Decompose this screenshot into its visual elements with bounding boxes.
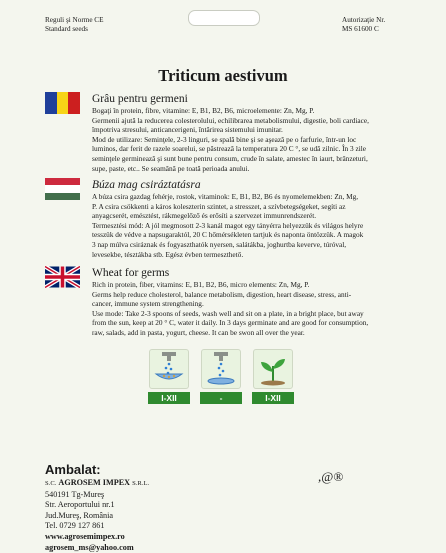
text-line: luminos, dar ferit de razele soarelui, se păstrează la temperatura 20 C °, se udă zilnic. În 3 zile (92, 144, 367, 154)
text-line: Germenii ajută la reducerea colesterolului, echilibrarea metabolismului, digestie, boli cardiace, (92, 115, 369, 125)
text-line: A búza csira gazdag fehérje, rostok, vitaminok: E, B1, B2, B6 és nyomelemekben: Zn, Mg, (92, 192, 359, 201)
usage-step-water (200, 349, 242, 404)
text-line: Germs help reduce cholesterol, balance metabolism, digestion, heart disease, stress, anti- (92, 289, 352, 299)
section-body-ro (92, 106, 400, 173)
company-suffix: S.R.L. (132, 480, 150, 487)
text-line: Mod de utilizare: Seminţele, 2-3 linguri, se spală bine şi se aşează pe o farfurie, într-un loc (92, 134, 357, 144)
address-line: Jud.Mureş, România (45, 510, 113, 520)
text-line: supe, paste, etc.. Se seamănă pe toată perioada anului. (92, 163, 250, 173)
section-body-hu (92, 192, 400, 259)
sprout-icon (253, 349, 293, 389)
address-line: Str. Aeroportului nr.1 (45, 500, 115, 510)
icon-label: - (200, 392, 242, 404)
section-body-en (92, 280, 400, 338)
usage-icons (148, 349, 294, 404)
text-line: cancer, immune system strengthening. (92, 299, 204, 309)
romania-flag (45, 92, 80, 114)
washing-seeds-icon (149, 349, 189, 389)
icon-label: I-XII (148, 392, 190, 404)
standards-line-2: Standard seeds (45, 25, 88, 33)
icon-label: I-XII (252, 392, 294, 404)
text-line: levesekbe, tésztákba stb. Egész évben termeszthető. (92, 249, 244, 259)
packer-heading: Ambalat: (45, 462, 101, 477)
text-line: P. A csira csökkenti a káros koleszterin szintet, a stresszet, a szívbetegségeket, segíti az (92, 201, 346, 211)
text-line: împotriva stresului, anticancerigeni, întărirea sistemului imunitar. (92, 125, 283, 135)
text-line: anyagcserét, emésztést, rákmegelőző és erősíti a szervezet immunrendszerét. (92, 211, 317, 221)
usage-step-sprout (252, 349, 294, 404)
text-line: raw, salads, add in pasta, yogurt, cheese. It can be swon all over the year. (92, 327, 305, 337)
section-heading-en: Wheat for germs (92, 267, 170, 279)
standards-line-1: Reguli şi Norme CE (45, 16, 104, 24)
company-prefix: S.C. (45, 480, 57, 487)
email-link[interactable]: agrosem_ms@yahoo.com (45, 542, 134, 552)
company-title: AGROSEM IMPEX (58, 478, 131, 487)
hang-hole (188, 10, 260, 26)
website-link[interactable]: www.agrosemimpex.ro (45, 531, 125, 541)
standards-note (45, 16, 104, 34)
authorization-line-1: Autorizaţie Nr. (342, 16, 386, 24)
company-name (45, 478, 149, 490)
packer-address (45, 478, 149, 553)
authorization-line-2: MS 61600 C (342, 25, 379, 33)
text-line: from the sun, keep at 20 ° C, water it daily. In 3 days germinate and are good for consumption, (92, 318, 369, 328)
brand-logo: ,@® (318, 469, 344, 484)
text-line: Termesztési mód: A jól megmosott 2-3 kanál magot egy tányérra helyezzük és világos helyre (92, 220, 364, 230)
text-line: Bogaţi în protein, fibre, vitamine: E, B1, B2, B6, microelemente: Zn, Mg, P. (92, 106, 315, 115)
section-heading-ro: Grâu pentru germeni (92, 93, 188, 105)
text-line: Use mode: Take 2-3 spoons of seeds, wash well and sit on a plate, in a bright place, but away (92, 308, 364, 318)
usage-step-wash (148, 349, 190, 404)
uk-flag (45, 266, 80, 288)
hungary-flag (45, 178, 80, 200)
authorization-note (342, 16, 385, 34)
section-heading-hu: Búza mag csiráztatásra (92, 179, 201, 191)
text-line: Rich in protein, fiber, vitamins: E, B1, B2, B6, micro elements: Zn, Mg, P. (92, 280, 310, 289)
text-line: seminţele germinează şi sunt bune pentru consum, crude în salate, amestec în iaurt, brânzeturi, (92, 153, 368, 163)
text-line: 3 nap múlva csiráznak és fogyaszthatók nyersen, salátákba, joghurtba keverve, túróval, (92, 239, 347, 249)
product-title: Triticum aestivum (158, 66, 288, 85)
phone: Tel. 0729 127 861 (45, 521, 105, 531)
text-line: tesszük de védve a napsugaraktól, 20 C hőmérsékleten tartjuk és naponta öntözzük. A magok (92, 230, 364, 240)
watering-icon (201, 349, 241, 389)
address-line: 540191 Tg-Mureş (45, 489, 105, 499)
